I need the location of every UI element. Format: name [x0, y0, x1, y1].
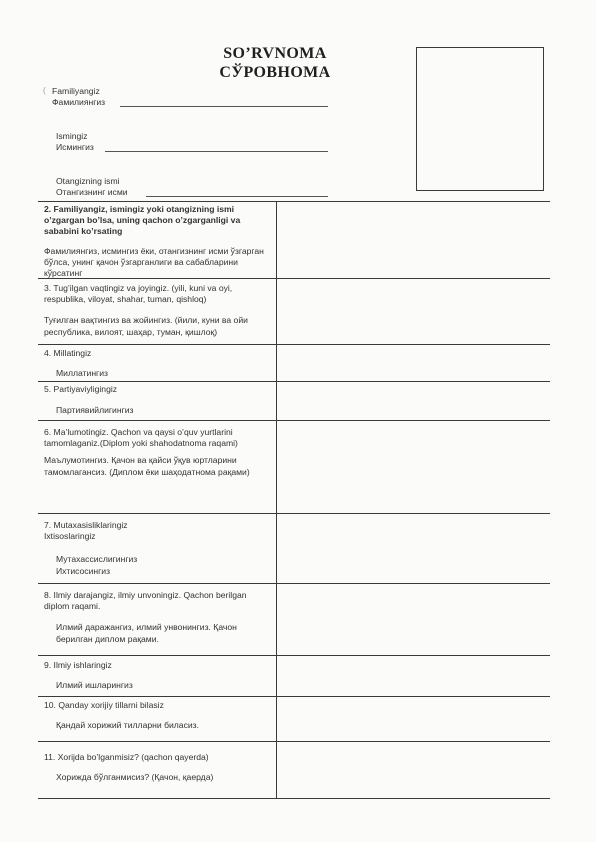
table-column-divider [276, 201, 277, 798]
table-row-divider [38, 420, 550, 421]
question-4-uz: 4. Millatingiz [44, 348, 92, 358]
table-row-divider [38, 655, 550, 656]
name-label-uz: Ismingiz [56, 131, 88, 141]
question-2-ru: Фамилиянгиз, исмингиз ёки, отангизнинг исми ўзгарган бўлса, унинг қачон ўзгарганлиги ва сабабларини кўрсатинг [44, 245, 264, 279]
question-6 [44, 427, 276, 478]
surname-label-ru: Фамилиянгиз [52, 97, 106, 107]
question-8 [44, 590, 264, 645]
question-8-ru: Илмий даражангиз, илмий унвонингиз. Қачон берилган диплом рақами. [56, 622, 237, 644]
question-8-uz: 8. Ilmiy darajangiz, ilmiy unvoningiz. Qachon berilgan diplom raqami. [44, 590, 247, 612]
photo-box [416, 47, 544, 191]
question-7-ru: Мутахассислигингиз Ихтисосингиз [56, 554, 138, 576]
question-7-uz: 7. Mutaxasisliklaringiz Ixtisoslaringiz [44, 520, 128, 542]
question-9 [44, 660, 276, 691]
table-row-divider [38, 583, 550, 584]
table-row-divider [38, 381, 550, 382]
question-3-ru: Туғилган вақтингиз ва жойингиз. (йили, куни ва ойи республика, вилоят, шаҳар, туман, қишлоқ) [44, 315, 248, 337]
question-2-uz: 2. Familiyangiz, ismingiz yoki otangizning ismi o’zgargan bo’lsa, uning qachon o’zgarganligi va sababini ko’rsating [44, 204, 241, 237]
question-10-ru: Қандай хорижий тилларни биласиз. [56, 720, 200, 731]
table-row-divider [38, 513, 550, 514]
table-row-divider [38, 344, 550, 345]
question-9-ru: Илмий ишларингиз [56, 680, 133, 691]
table-row-divider [38, 741, 550, 742]
question-9-uz: 9. Ilmiy ishlaringiz [44, 660, 112, 670]
question-5 [44, 384, 276, 416]
question-7 [44, 520, 154, 577]
question-4-ru: Миллатингиз [56, 368, 108, 379]
question-3 [44, 283, 276, 338]
question-6-ru: Маълумотингиз. Қачон ва қайси ўқув юртларини тамомлагансиз. (Диплом ёки шаҳодатнома рақами) [44, 455, 250, 477]
scan-mark: ( [43, 86, 46, 95]
question-10 [44, 700, 276, 731]
patronymic-label-uz: Otangizning ismi [56, 176, 120, 186]
patronymic-field[interactable] [146, 196, 328, 197]
question-6-uz: 6. Ma’lumotingiz. Qachon va qaysi o’quv yurtlarini tamomlaganiz.(Diplom yoki shahodatnoma raqami) [44, 427, 238, 449]
question-10-uz: 10. Qanday xorijiy tillarni bilasiz [44, 700, 164, 710]
form-title-latin: SO’RVNOMA [223, 45, 327, 62]
question-11-ru: Хорижда бўлганмисиз? (Қачон, қаерда) [56, 772, 214, 783]
surname-field[interactable] [120, 106, 328, 107]
question-3-uz: 3. Tug’ilgan vaqtingiz va joyingiz. (yili, kuni va oyi, respublika, viloyat, shahar, tuman, qishloq) [44, 283, 233, 305]
surname-label-uz: Familiyangiz [52, 86, 100, 96]
form-title-cyrillic: СЎРОВНОМА [219, 64, 331, 81]
name-label-ru: Исмингиз [56, 142, 94, 152]
question-11 [44, 752, 276, 783]
question-5-ru: Партиявийлигингиз [56, 405, 134, 416]
table-row-divider [38, 201, 550, 202]
question-5-uz: 5. Partiyaviyligingiz [44, 384, 118, 394]
name-field[interactable] [105, 151, 328, 152]
table-row-divider [38, 696, 550, 697]
question-2 [44, 204, 276, 279]
question-4 [44, 348, 276, 379]
question-11-uz: 11. Xorijda bo’lganmisiz? (qachon qayerda) [44, 752, 209, 762]
patronymic-label-ru: Отангизнинг исми [56, 187, 128, 197]
table-row-divider [38, 798, 550, 799]
